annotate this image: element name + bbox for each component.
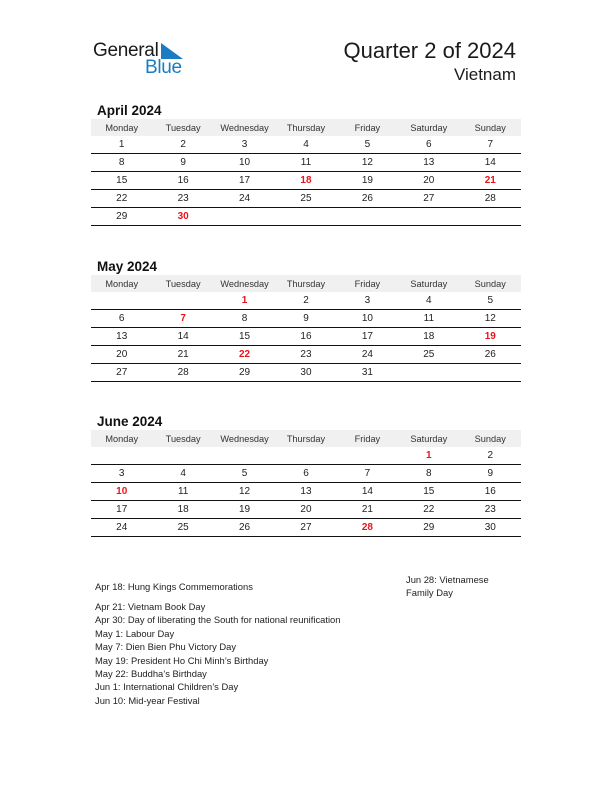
weekday-header: Tuesday — [152, 430, 213, 447]
day-cell: 5 — [214, 465, 275, 483]
holiday-list-side — [406, 573, 516, 600]
day-cell: 19 — [337, 172, 398, 190]
weekday-header: Thursday — [275, 275, 336, 292]
holiday-day-cell: 1 — [398, 447, 459, 465]
weekday-header: Sunday — [460, 119, 521, 136]
week-row — [91, 136, 521, 154]
weekday-header-row — [91, 119, 521, 136]
logo-word-general: General — [93, 40, 159, 61]
holiday-note: May 19: President Ho Chi Minh’s Birthday — [95, 654, 269, 666]
day-cell: 11 — [152, 483, 213, 501]
day-cell: 29 — [398, 519, 459, 537]
empty-day-cell — [337, 208, 398, 226]
country-name: Vietnam — [453, 65, 516, 84]
calendar-table — [91, 430, 521, 537]
day-cell: 26 — [214, 519, 275, 537]
empty-day-cell — [91, 447, 152, 465]
day-cell: 22 — [91, 190, 152, 208]
weekday-header: Friday — [337, 119, 398, 136]
weekday-header: Wednesday — [214, 275, 275, 292]
month-title: May 2024 — [97, 259, 158, 274]
day-cell: 15 — [91, 172, 152, 190]
day-cell: 25 — [398, 346, 459, 364]
day-cell: 27 — [398, 190, 459, 208]
day-cell: 15 — [398, 483, 459, 501]
day-cell: 7 — [460, 136, 521, 154]
day-cell: 20 — [275, 501, 336, 519]
week-row — [91, 447, 521, 465]
weekday-header: Tuesday — [152, 119, 213, 136]
day-cell: 25 — [275, 190, 336, 208]
day-cell: 3 — [337, 292, 398, 310]
day-cell: 2 — [460, 447, 521, 465]
day-cell: 30 — [275, 364, 336, 382]
empty-day-cell — [91, 292, 152, 310]
empty-day-cell — [460, 364, 521, 382]
day-cell: 6 — [91, 310, 152, 328]
week-row — [91, 154, 521, 172]
day-cell: 6 — [275, 465, 336, 483]
day-cell: 1 — [91, 136, 152, 154]
week-row — [91, 465, 521, 483]
day-cell: 8 — [214, 310, 275, 328]
day-cell: 16 — [275, 328, 336, 346]
day-cell: 18 — [398, 328, 459, 346]
day-cell: 23 — [460, 501, 521, 519]
day-cell: 17 — [214, 172, 275, 190]
day-cell: 8 — [91, 154, 152, 172]
empty-day-cell — [337, 447, 398, 465]
month-june — [91, 414, 521, 537]
day-cell: 26 — [460, 346, 521, 364]
day-cell: 5 — [337, 136, 398, 154]
week-row — [91, 190, 521, 208]
week-row — [91, 292, 521, 310]
weekday-header: Thursday — [275, 430, 336, 447]
weekday-header: Monday — [91, 119, 152, 136]
day-cell: 16 — [460, 483, 521, 501]
weekday-header: Sunday — [460, 275, 521, 292]
holiday-note: Apr 30: Day of liberating the South for national reunification — [95, 614, 341, 626]
day-cell: 30 — [460, 519, 521, 537]
weekday-header: Friday — [337, 275, 398, 292]
day-cell: 4 — [398, 292, 459, 310]
empty-day-cell — [398, 208, 459, 226]
holiday-note: May 7: Dien Bien Phu Victory Day — [95, 641, 237, 653]
week-row — [91, 346, 521, 364]
day-cell: 24 — [214, 190, 275, 208]
week-row — [91, 483, 521, 501]
holiday-note: Apr 18: Hung Kings Commemorations — [95, 581, 253, 592]
month-may — [91, 259, 521, 382]
weekday-header: Saturday — [398, 119, 459, 136]
holiday-note: Jun 1: International Children’s Day — [95, 681, 239, 693]
weekday-header: Monday — [91, 430, 152, 447]
week-row — [91, 310, 521, 328]
day-cell: 11 — [398, 310, 459, 328]
weekday-header: Thursday — [275, 119, 336, 136]
day-cell: 3 — [91, 465, 152, 483]
empty-day-cell — [398, 364, 459, 382]
month-title: June 2024 — [97, 414, 163, 429]
logo-word-blue: Blue — [145, 57, 182, 78]
week-row — [91, 519, 521, 537]
holiday-day-cell: 10 — [91, 483, 152, 501]
page-title: Quarter 2 of 2024 — [343, 38, 516, 63]
week-row — [91, 328, 521, 346]
empty-day-cell — [275, 447, 336, 465]
day-cell: 29 — [91, 208, 152, 226]
day-cell: 29 — [214, 364, 275, 382]
day-cell: 5 — [460, 292, 521, 310]
day-cell: 31 — [337, 364, 398, 382]
holiday-day-cell: 7 — [152, 310, 213, 328]
week-row — [91, 172, 521, 190]
day-cell: 16 — [152, 172, 213, 190]
day-cell: 7 — [337, 465, 398, 483]
day-cell: 8 — [398, 465, 459, 483]
holiday-note: May 1: Labour Day — [95, 627, 175, 639]
day-cell: 12 — [214, 483, 275, 501]
holiday-day-cell: 22 — [214, 346, 275, 364]
week-row — [91, 208, 521, 226]
month-title: April 2024 — [97, 103, 162, 118]
day-cell: 27 — [275, 519, 336, 537]
weekday-header-row — [91, 275, 521, 292]
day-cell: 13 — [398, 154, 459, 172]
day-cell: 20 — [398, 172, 459, 190]
weekday-header: Friday — [337, 430, 398, 447]
day-cell: 24 — [91, 519, 152, 537]
day-cell: 22 — [398, 501, 459, 519]
day-cell: 18 — [152, 501, 213, 519]
day-cell: 3 — [214, 136, 275, 154]
weekday-header: Saturday — [398, 430, 459, 447]
holiday-list — [95, 580, 340, 707]
day-cell: 25 — [152, 519, 213, 537]
empty-day-cell — [275, 208, 336, 226]
day-cell: 19 — [214, 501, 275, 519]
empty-day-cell — [152, 447, 213, 465]
day-cell: 10 — [337, 310, 398, 328]
day-cell: 10 — [214, 154, 275, 172]
holiday-note: May 22: Buddha’s Birthday — [95, 667, 207, 679]
day-cell: 6 — [398, 136, 459, 154]
day-cell: 23 — [152, 190, 213, 208]
empty-day-cell — [214, 208, 275, 226]
week-row — [91, 364, 521, 382]
generalblue-logo — [93, 40, 193, 80]
day-cell: 28 — [152, 364, 213, 382]
month-april — [91, 103, 521, 226]
holiday-day-cell: 19 — [460, 328, 521, 346]
day-cell: 24 — [337, 346, 398, 364]
day-cell: 13 — [275, 483, 336, 501]
holiday-day-cell: 1 — [214, 292, 275, 310]
calendar-table — [91, 275, 521, 382]
empty-day-cell — [214, 447, 275, 465]
day-cell: 21 — [337, 501, 398, 519]
week-row — [91, 501, 521, 519]
day-cell: 14 — [152, 328, 213, 346]
day-cell: 9 — [275, 310, 336, 328]
day-cell: 27 — [91, 364, 152, 382]
day-cell: 17 — [91, 501, 152, 519]
weekday-header: Monday — [91, 275, 152, 292]
day-cell: 14 — [337, 483, 398, 501]
day-cell: 11 — [275, 154, 336, 172]
empty-day-cell — [460, 208, 521, 226]
day-cell: 9 — [460, 465, 521, 483]
holiday-day-cell: 21 — [460, 172, 521, 190]
holiday-note: Jun 28: Vietnamese Family Day — [406, 574, 489, 599]
holiday-note: Apr 21: Vietnam Book Day — [95, 600, 206, 612]
day-cell: 26 — [337, 190, 398, 208]
day-cell: 9 — [152, 154, 213, 172]
holiday-day-cell: 18 — [275, 172, 336, 190]
day-cell: 14 — [460, 154, 521, 172]
calendar-table — [91, 119, 521, 226]
weekday-header: Saturday — [398, 275, 459, 292]
day-cell: 2 — [152, 136, 213, 154]
holiday-day-cell: 30 — [152, 208, 213, 226]
weekday-header: Tuesday — [152, 275, 213, 292]
day-cell: 28 — [460, 190, 521, 208]
weekday-header: Wednesday — [214, 430, 275, 447]
day-cell: 12 — [337, 154, 398, 172]
day-cell: 21 — [152, 346, 213, 364]
empty-day-cell — [152, 292, 213, 310]
day-cell: 4 — [152, 465, 213, 483]
weekday-header-row — [91, 430, 521, 447]
holiday-note: Jun 10: Mid-year Festival — [95, 694, 200, 706]
day-cell: 13 — [91, 328, 152, 346]
day-cell: 17 — [337, 328, 398, 346]
day-cell: 2 — [275, 292, 336, 310]
weekday-header: Wednesday — [214, 119, 275, 136]
holiday-day-cell: 28 — [337, 519, 398, 537]
day-cell: 20 — [91, 346, 152, 364]
day-cell: 12 — [460, 310, 521, 328]
day-cell: 4 — [275, 136, 336, 154]
day-cell: 15 — [214, 328, 275, 346]
weekday-header: Sunday — [460, 430, 521, 447]
day-cell: 23 — [275, 346, 336, 364]
